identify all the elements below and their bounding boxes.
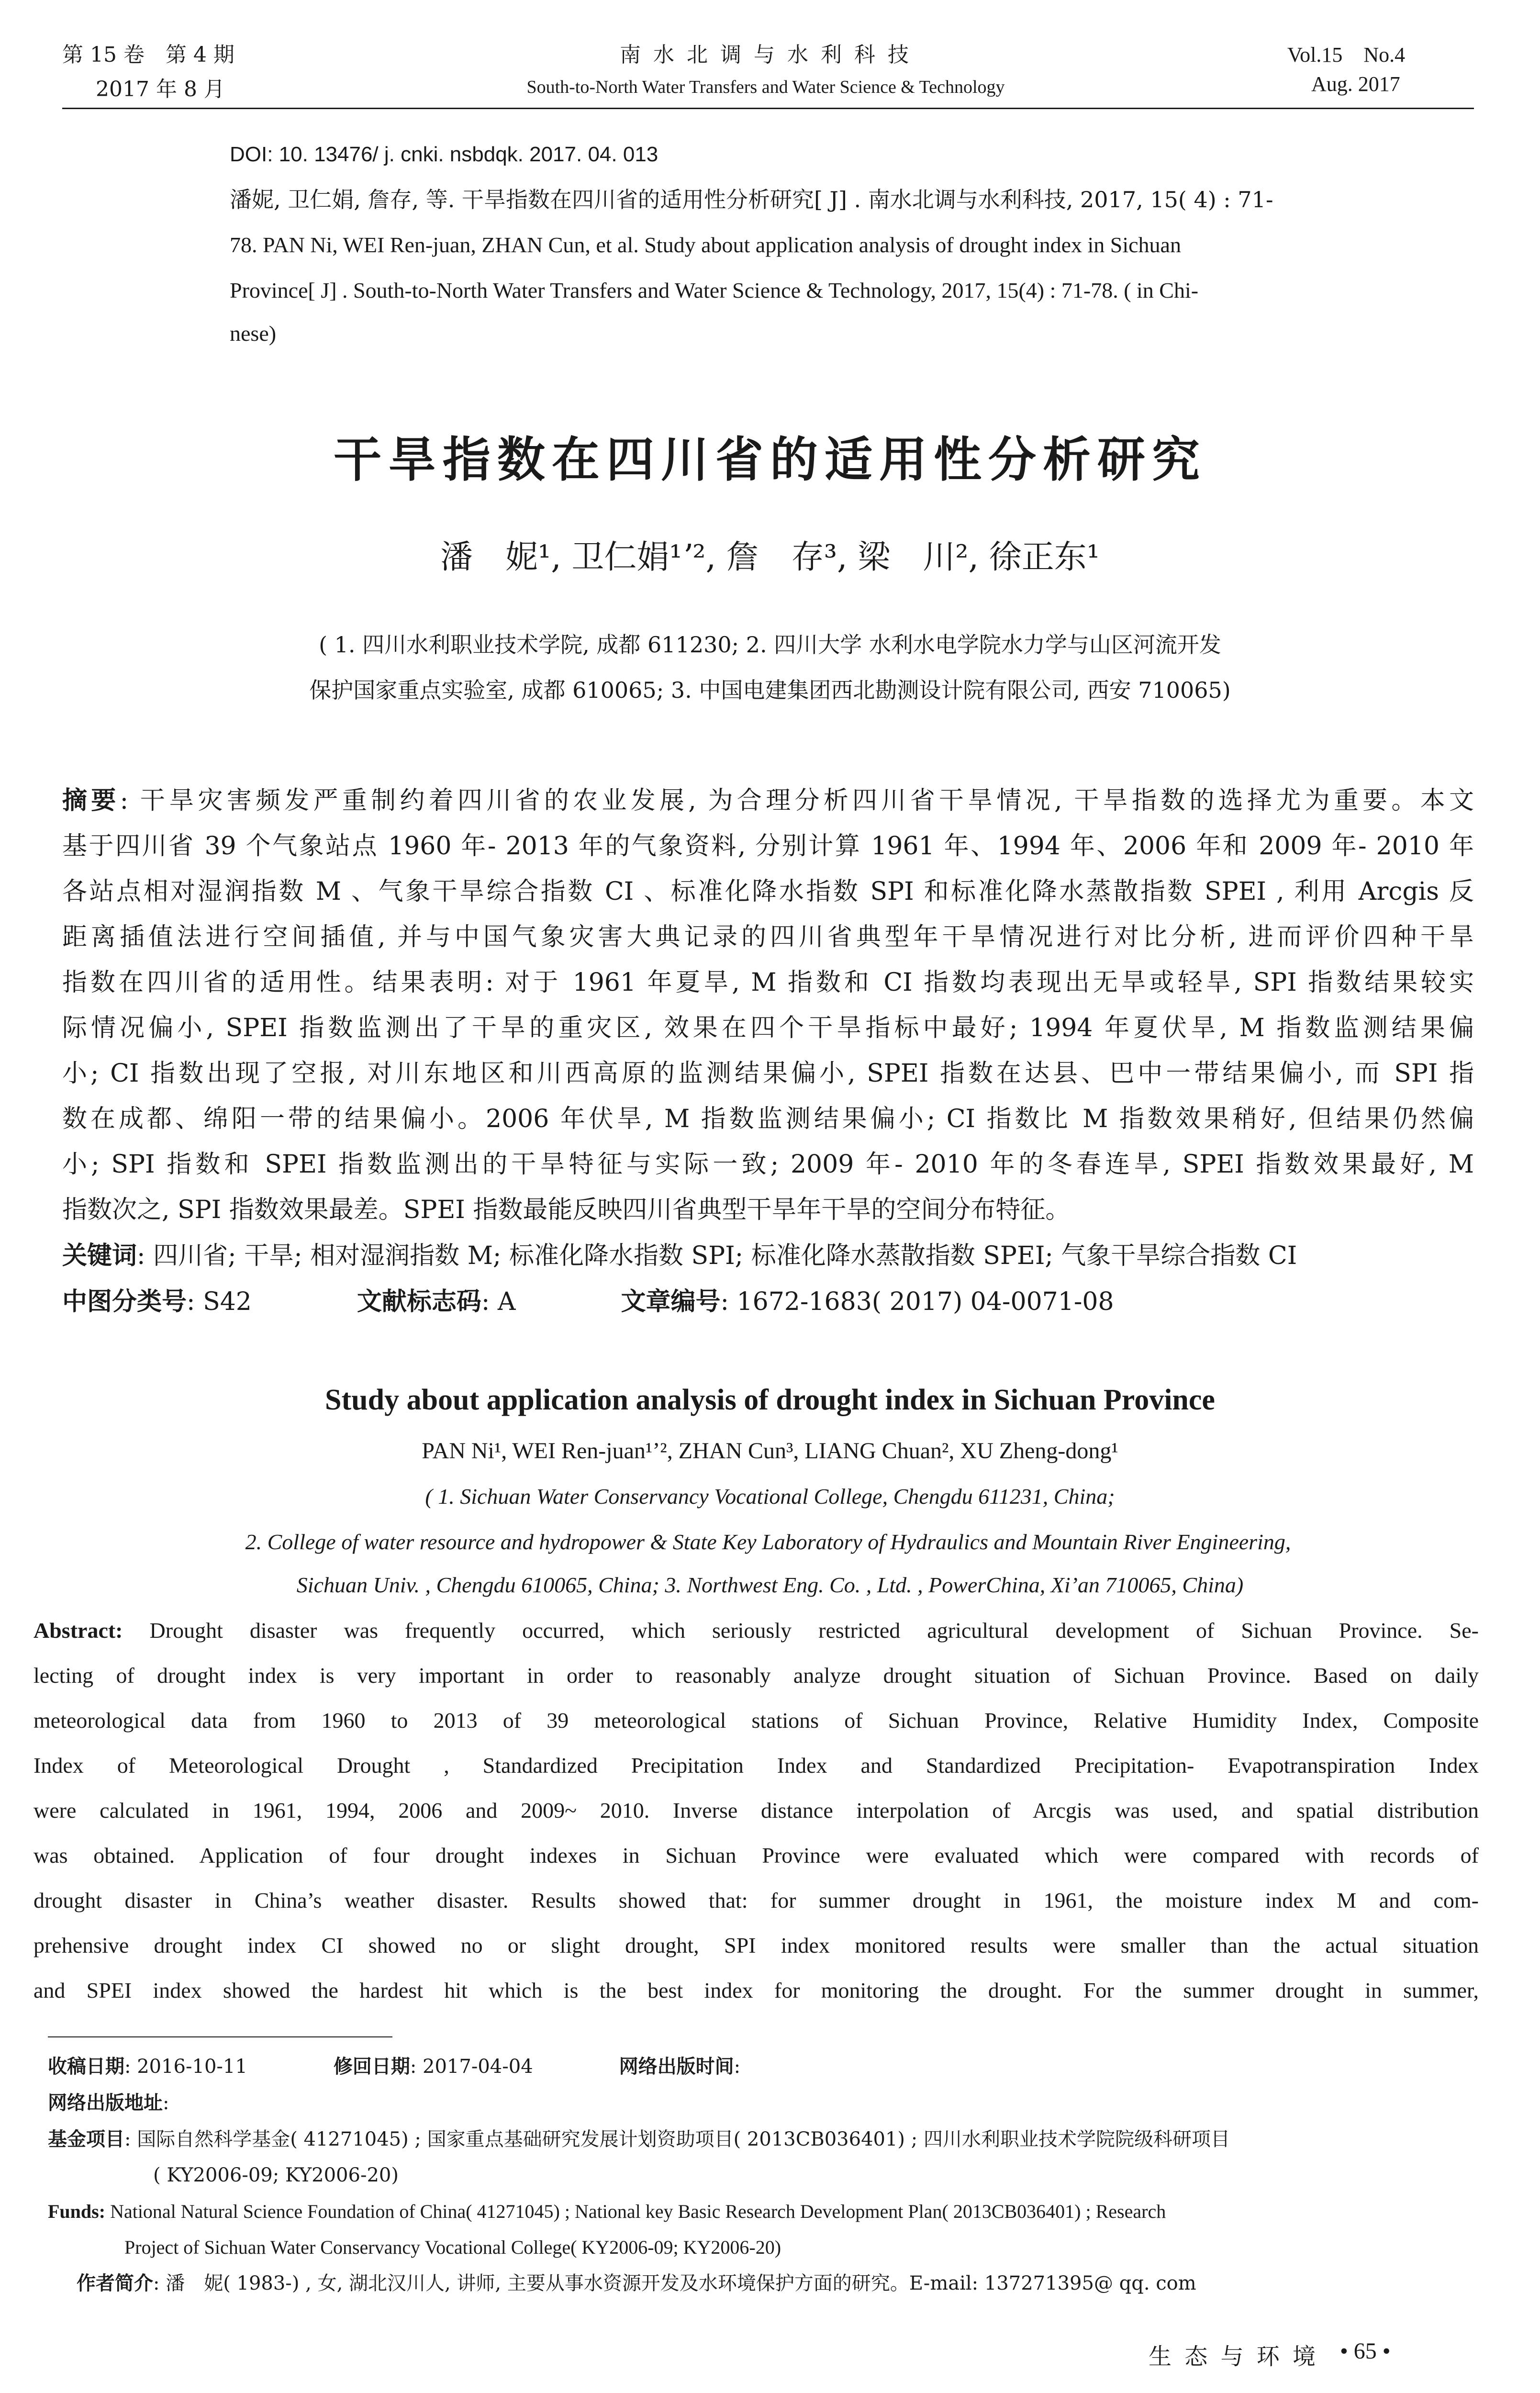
- online-url-label: 网络出版地址: [48, 2091, 163, 2114]
- authors-zh: 潘 妮¹, 卫仁娟¹ʼ², 詹 存³, 梁 川², 徐正东¹: [440, 538, 1100, 576]
- citation-en-line-2: nese): [230, 321, 277, 346]
- affiliation-en-line-2: 2. College of water resource and hydropower & State Key Laboratory of Hydraulics and Mountain River Engineering,: [245, 1530, 1291, 1554]
- abstract-zh-line: 小; CI 指数出现了空报, 对川东地区和川西高原的监测结果偏小, SPEI 指数在达县、巴中一带结果偏小, 而 SPI 指: [62, 1059, 1474, 1088]
- article-title-en: Study about application analysis of drought index in Sichuan Province: [325, 1384, 1215, 1416]
- online-url-line: 网络出版地址:: [48, 2091, 169, 2114]
- header-vol-no-en: Vol.15 No.4: [1287, 43, 1406, 67]
- revised-label: 修回日期: [333, 2055, 410, 2078]
- article-title-zh: 干旱指数在四川省的适用性分析研究: [334, 431, 1206, 488]
- abstract-zh-line: 小; SPI 指数和 SPEI 指数监测出的干旱特征与实际一致; 2009 年- 2010 年的冬春连旱, SPEI 指数效果最好, M: [62, 1150, 1474, 1179]
- abstract-zh-line: 际情况偏小, SPEI 指数监测出了干旱的重灾区, 效果在四个干旱指标中最好; 1994 年夏伏旱, M 指数监测结果偏: [62, 1014, 1474, 1042]
- affiliation-en-line-3: Sichuan Univ. , Chengdu 610065, China; 3. Northwest Eng. Co. , Ltd. , PowerChina, Xi’an 710065, China): [296, 1573, 1244, 1597]
- abstract-en-line: lecting of drought index is very important in order to reasonably analyze drought situation of Sichuan Province. Based on daily: [33, 1663, 1479, 1688]
- header-date: 2017 年 8 月: [96, 77, 225, 101]
- class-number-value: : S42: [187, 1287, 252, 1316]
- classification-line: [62, 1279, 1474, 1325]
- abstract-zh-label: 摘要: [62, 786, 120, 815]
- keywords-zh: 关键词: 四川省; 干旱; 相对湿润指数 M; 标准化降水指数 SPI; 标准化降水蒸散指数 SPEI; 气象干旱综合指数 CI: [62, 1241, 1297, 1270]
- funds-en-label: Funds:: [48, 2201, 106, 2222]
- header-journal-zh: 南 水 北 调 与 水 利 科 技: [620, 43, 912, 67]
- abstract-en-line: Abstract: Drought disaster was frequently occurred, which seriously restricted agricultural development of Sichuan Province. Se-: [33, 1618, 1479, 1643]
- abstract-en-line: drought disaster in China’s weather disaster. Results showed that: for summer drought in 1961, the moisture index M and com-: [33, 1888, 1479, 1912]
- authors-en: PAN Ni¹, WEI Ren-juan¹ʼ², ZHAN Cun³, LIANG Chuan², XU Zheng-dong¹: [422, 1438, 1118, 1464]
- affiliation-zh-line-1: ( 1. 四川水利职业技术学院, 成都 611230; 2. 四川大学 水利水电学院水力学与山区河流开发: [319, 632, 1221, 658]
- keywords-zh-label: 关键词: [62, 1241, 137, 1270]
- abstract-zh-line: 摘要: 干旱灾害频发严重制约着四川省的农业发展, 为合理分析四川省干旱情况, 干旱指数的选择尤为重要。本文: [62, 786, 1474, 815]
- header-volume-issue: 第 15 卷 第 4 期: [62, 43, 234, 67]
- abstract-zh: [62, 778, 1474, 1325]
- abstract-en-line: Index of Meteorological Drought , Standardized Precipitation Index and Standardized Precipitation- Evapotranspiration Index: [33, 1753, 1479, 1778]
- received-label: 收稿日期: [48, 2055, 124, 2078]
- header-rule: [62, 108, 1474, 109]
- footnote-rule: [48, 2036, 392, 2037]
- author-bio-label: 作者简介: [77, 2272, 153, 2294]
- abstract-en-line: was obtained. Application of four drought indexes in Sichuan Province were evaluated which were compared with records of: [33, 1843, 1479, 1867]
- author-bio-line: 作者简介: 潘 妮( 1983-) , 女, 湖北汉川人, 讲师, 主要从事水资源开发及水环境保护方面的研究。E-mail: 137271395@ qq. com: [77, 2272, 1196, 2294]
- received-line: 收稿日期: 2016-10-11 修回日期: 2017-04-04 网络出版时间:: [48, 2055, 741, 2078]
- abstract-en-line: prehensive drought index CI showed no or slight drought, SPI index monitored results were smaller than the actual situation: [33, 1933, 1479, 1957]
- header-journal-en: South-to-North Water Transfers and Water Science & Technology: [526, 77, 1005, 97]
- abstract-zh-line: 各站点相对湿润指数 M 、气象干旱综合指数 CI 、标准化降水指数 SPI 和标准化降水蒸散指数 SPEI , 利用 Arcgis 反: [62, 877, 1474, 906]
- class-number-label: 中图分类号: [62, 1287, 187, 1316]
- fund-line-1: 基金项目: 国际自然科学基金( 41271045) ; 国家重点基础研究发展计划资助项目( 2013CB036401) ; 四川水利职业技术学院院级科研项目: [48, 2128, 1230, 2150]
- abstract-zh-line: 指数在四川省的适用性。结果表明: 对于 1961 年夏旱, M 指数和 CI 指数均表现出无旱或轻旱, SPI 指数结果较实: [62, 968, 1474, 997]
- abstract-zh-line: 指数次之, SPI 指数效果最差。SPEI 指数最能反映四川省典型干旱年干旱的空间分布特征。: [62, 1196, 1071, 1224]
- fund-label: 基金项目: [48, 2128, 124, 2150]
- abstract-zh-line: 数在成都、绵阳一带的结果偏小。2006 年伏旱, M 指数监测结果偏小; CI 指数比 M 指数效果稍好, 但结果仍然偏: [62, 1105, 1474, 1133]
- citation-en-line-1: Province[ J] . South-to-North Water Transfers and Water Science & Technology, 2017, 15(4) : 71-78. ( in Chi-: [230, 278, 1199, 302]
- abstract-zh-line: 基于四川省 39 个气象站点 1960 年- 2013 年的气象资料, 分别计算 1961 年、1994 年、2006 年和 2009 年- 2010 年: [62, 832, 1474, 861]
- citation-zh-line-2: 78. PAN Ni, WEI Ren-juan, ZHAN Cun, et al. Study about application analysis of drought index in Sichuan: [230, 233, 1181, 257]
- abstract-zh-line: 距离插值法进行空间插值, 并与中国气象灾害大典记录的四川省典型年干旱情况进行对比分析, 进而评价四种干旱: [62, 923, 1474, 951]
- article-number-label: 文章编号: [621, 1287, 721, 1316]
- doc-code-label: 文献标志码: [357, 1287, 481, 1316]
- abstract-en-label: Abstract:: [33, 1618, 123, 1643]
- page-number: • 65 •: [1340, 2338, 1391, 2364]
- abstract-en-line: were calculated in 1961, 1994, 2006 and 2009~ 2010. Inverse distance interpolation of Arcgis was used, and spatial distribution: [33, 1798, 1479, 1823]
- article-number-value: : 1672-1683( 2017) 04-0071-08: [720, 1287, 1114, 1316]
- header-date-en: Aug. 2017: [1311, 72, 1400, 96]
- abstract-en-line: and SPEI index showed the hardest hit which is the best index for monitoring the drought. For the summer drought in summer,: [33, 1978, 1479, 2002]
- citation-zh-line-1: 潘妮, 卫仁娟, 詹存, 等. 干旱指数在四川省的适用性分析研究[ J] . 南水北调与水利科技, 2017, 15( 4) : 71-: [230, 187, 1273, 212]
- abstract-en-line: meteorological data from 1960 to 2013 of 39 meteorological stations of Sichuan Province, Relative Humidity Index, Composite: [33, 1708, 1479, 1733]
- doc-code-value: : A: [481, 1287, 516, 1316]
- affiliation-en-line-1: ( 1. Sichuan Water Conservancy Vocational College, Chengdu 611231, China;: [425, 1484, 1115, 1509]
- footnotes: [48, 2048, 1484, 2302]
- funds-en-line-1: Funds: National Natural Science Foundation of China( 41271045) ; National key Basic Research Development Plan( 2013CB036401) ; Research: [48, 2201, 1166, 2222]
- funds-en-line-2: Project of Sichuan Water Conservancy Vocational College( KY2006-09; KY2006-20): [124, 2236, 781, 2258]
- footer-section: 生 态 与 环 境: [1149, 2343, 1319, 2370]
- abstract-en: [33, 1608, 1479, 2013]
- affiliation-zh-line-2: 保护国家重点实验室, 成都 610065; 3. 中国电建集团西北勘测设计院有限公司, 西安 710065): [309, 677, 1231, 703]
- fund-line-2: ( KY2006-09; KY2006-20): [153, 2164, 399, 2186]
- online-label: 网络出版时间: [619, 2055, 734, 2078]
- doi-line: DOI: 10. 13476/ j. cnki. nsbdqk. 2017. 04. 013: [230, 143, 658, 166]
